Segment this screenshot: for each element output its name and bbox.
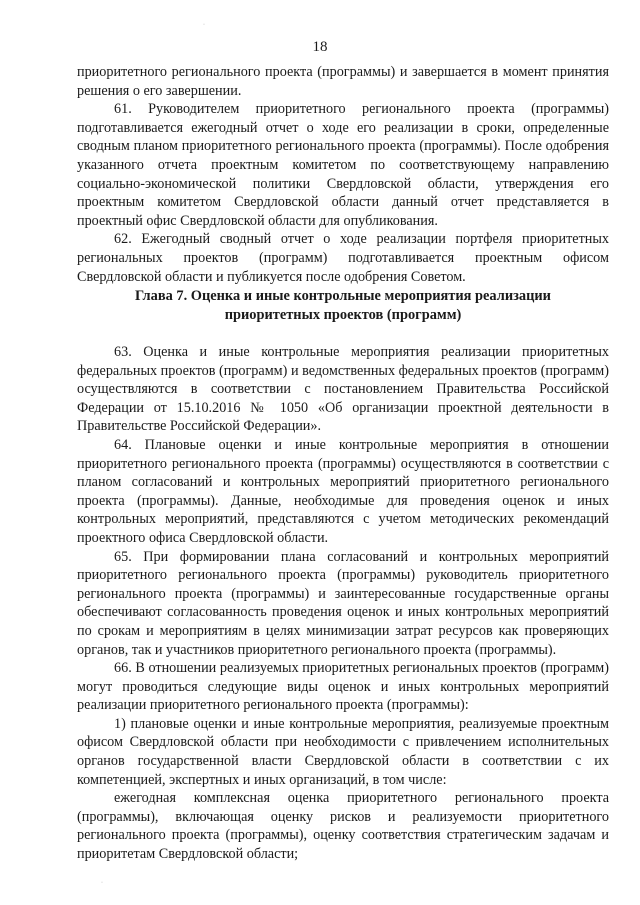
paragraph-66: 66. В отношении реализуемых приоритетных региональных проектов (программ) могут проводиться следующие виды оценок и иных контрольных мероприятий реализации приоритетного регионального проекта (программы): bbox=[77, 660, 609, 714]
chapter-heading bbox=[77, 287, 609, 324]
paragraph-60-continuation: приоритетного регионального проекта (программы) и завершается в момент принятия решения о его завершении. bbox=[77, 64, 609, 99]
paragraph-66-item-1: 1) плановые оценки и иные контрольные мероприятия, реализуемые проектным офисом Свердловской области при необходимости с привлечением исполнительных органов государственной власти Свердловской области в соответствии с их компетенцией, экспертных и иных организаций, в том числе: bbox=[77, 715, 609, 788]
paragraph-63: 63. Оценка и иные контрольные мероприятия реализации приоритетных федеральных проектов (программ) и ведомственных федеральных проектов (программ) осуществляются в соответствии с постановлением Правительства Российской Федерации от 15.10.2016 № 1050 «Об организации проектной деятельности в Правительстве Российской Федерации». bbox=[77, 344, 609, 435]
paragraph-61: 61. Руководителем приоритетного регионального проекта (программы) подготавливается ежегодный отчет о ходе его реализации в сроки, определенные сводным планом приоритетного регионального проекта (программы). После одобрения указанного отчета проектным комитетом по соответствующему направлению социально-экономической политики Свердловской области, утверждения его проектным комитетом Свердловской области данный отчет представляется в проектный офис Свердловской области для опубликования. bbox=[77, 101, 609, 229]
paragraph-62: 62. Ежегодный сводный отчет о ходе реализации портфеля приоритетных региональных проектов (программ) подготавливается проектным офисом Свердловской области и публикуется после одобрения Советом. bbox=[77, 231, 609, 285]
text-block-after-chapter bbox=[77, 343, 609, 864]
page-number: 18 bbox=[312, 39, 328, 55]
paragraph-65: 65. При формировании плана согласований и контрольных мероприятий приоритетного регионального проекта (программы) руководитель приоритетного регионального проекта (программы) и заинтересованные государственные органы обеспечивают согласованность проведения оценок и иных контрольных мероприятий по срокам и мероприятиям в целях минимизации затрат ресурсов как проверяющих органов, так и участников приоритетного регионального проекта (программы). bbox=[77, 548, 609, 658]
chapter-heading-line-2: приоритетных проектов (программ) bbox=[224, 306, 462, 323]
scan-speck: · bbox=[101, 880, 103, 886]
paragraph-66-item-1-sub: ежегодная комплексная оценка приоритетного регионального проекта (программы), включающая оценку рисков и реализуемости приоритетного регионального проекта (программы), оценку соответствия стратегическим задачам и приоритетам Свердловской области; bbox=[77, 790, 609, 863]
text-block-before-chapter bbox=[77, 63, 609, 286]
paragraph-64: 64. Плановые оценки и иные контрольные мероприятия в отношении приоритетного регионального проекта (программы) осуществляются в соответствии с планом согласований и контрольных мероприятий приоритетного регионального проекта (программы). Данные, необходимые для проведения оценок и иных контрольных мероприятий, представляются с учетом методических рекомендаций проектного офиса Свердловской области. bbox=[77, 436, 609, 546]
scan-speck: · bbox=[203, 22, 205, 28]
chapter-heading-line-1: Глава 7. Оценка и иные контрольные мероприятия реализации bbox=[135, 288, 551, 304]
